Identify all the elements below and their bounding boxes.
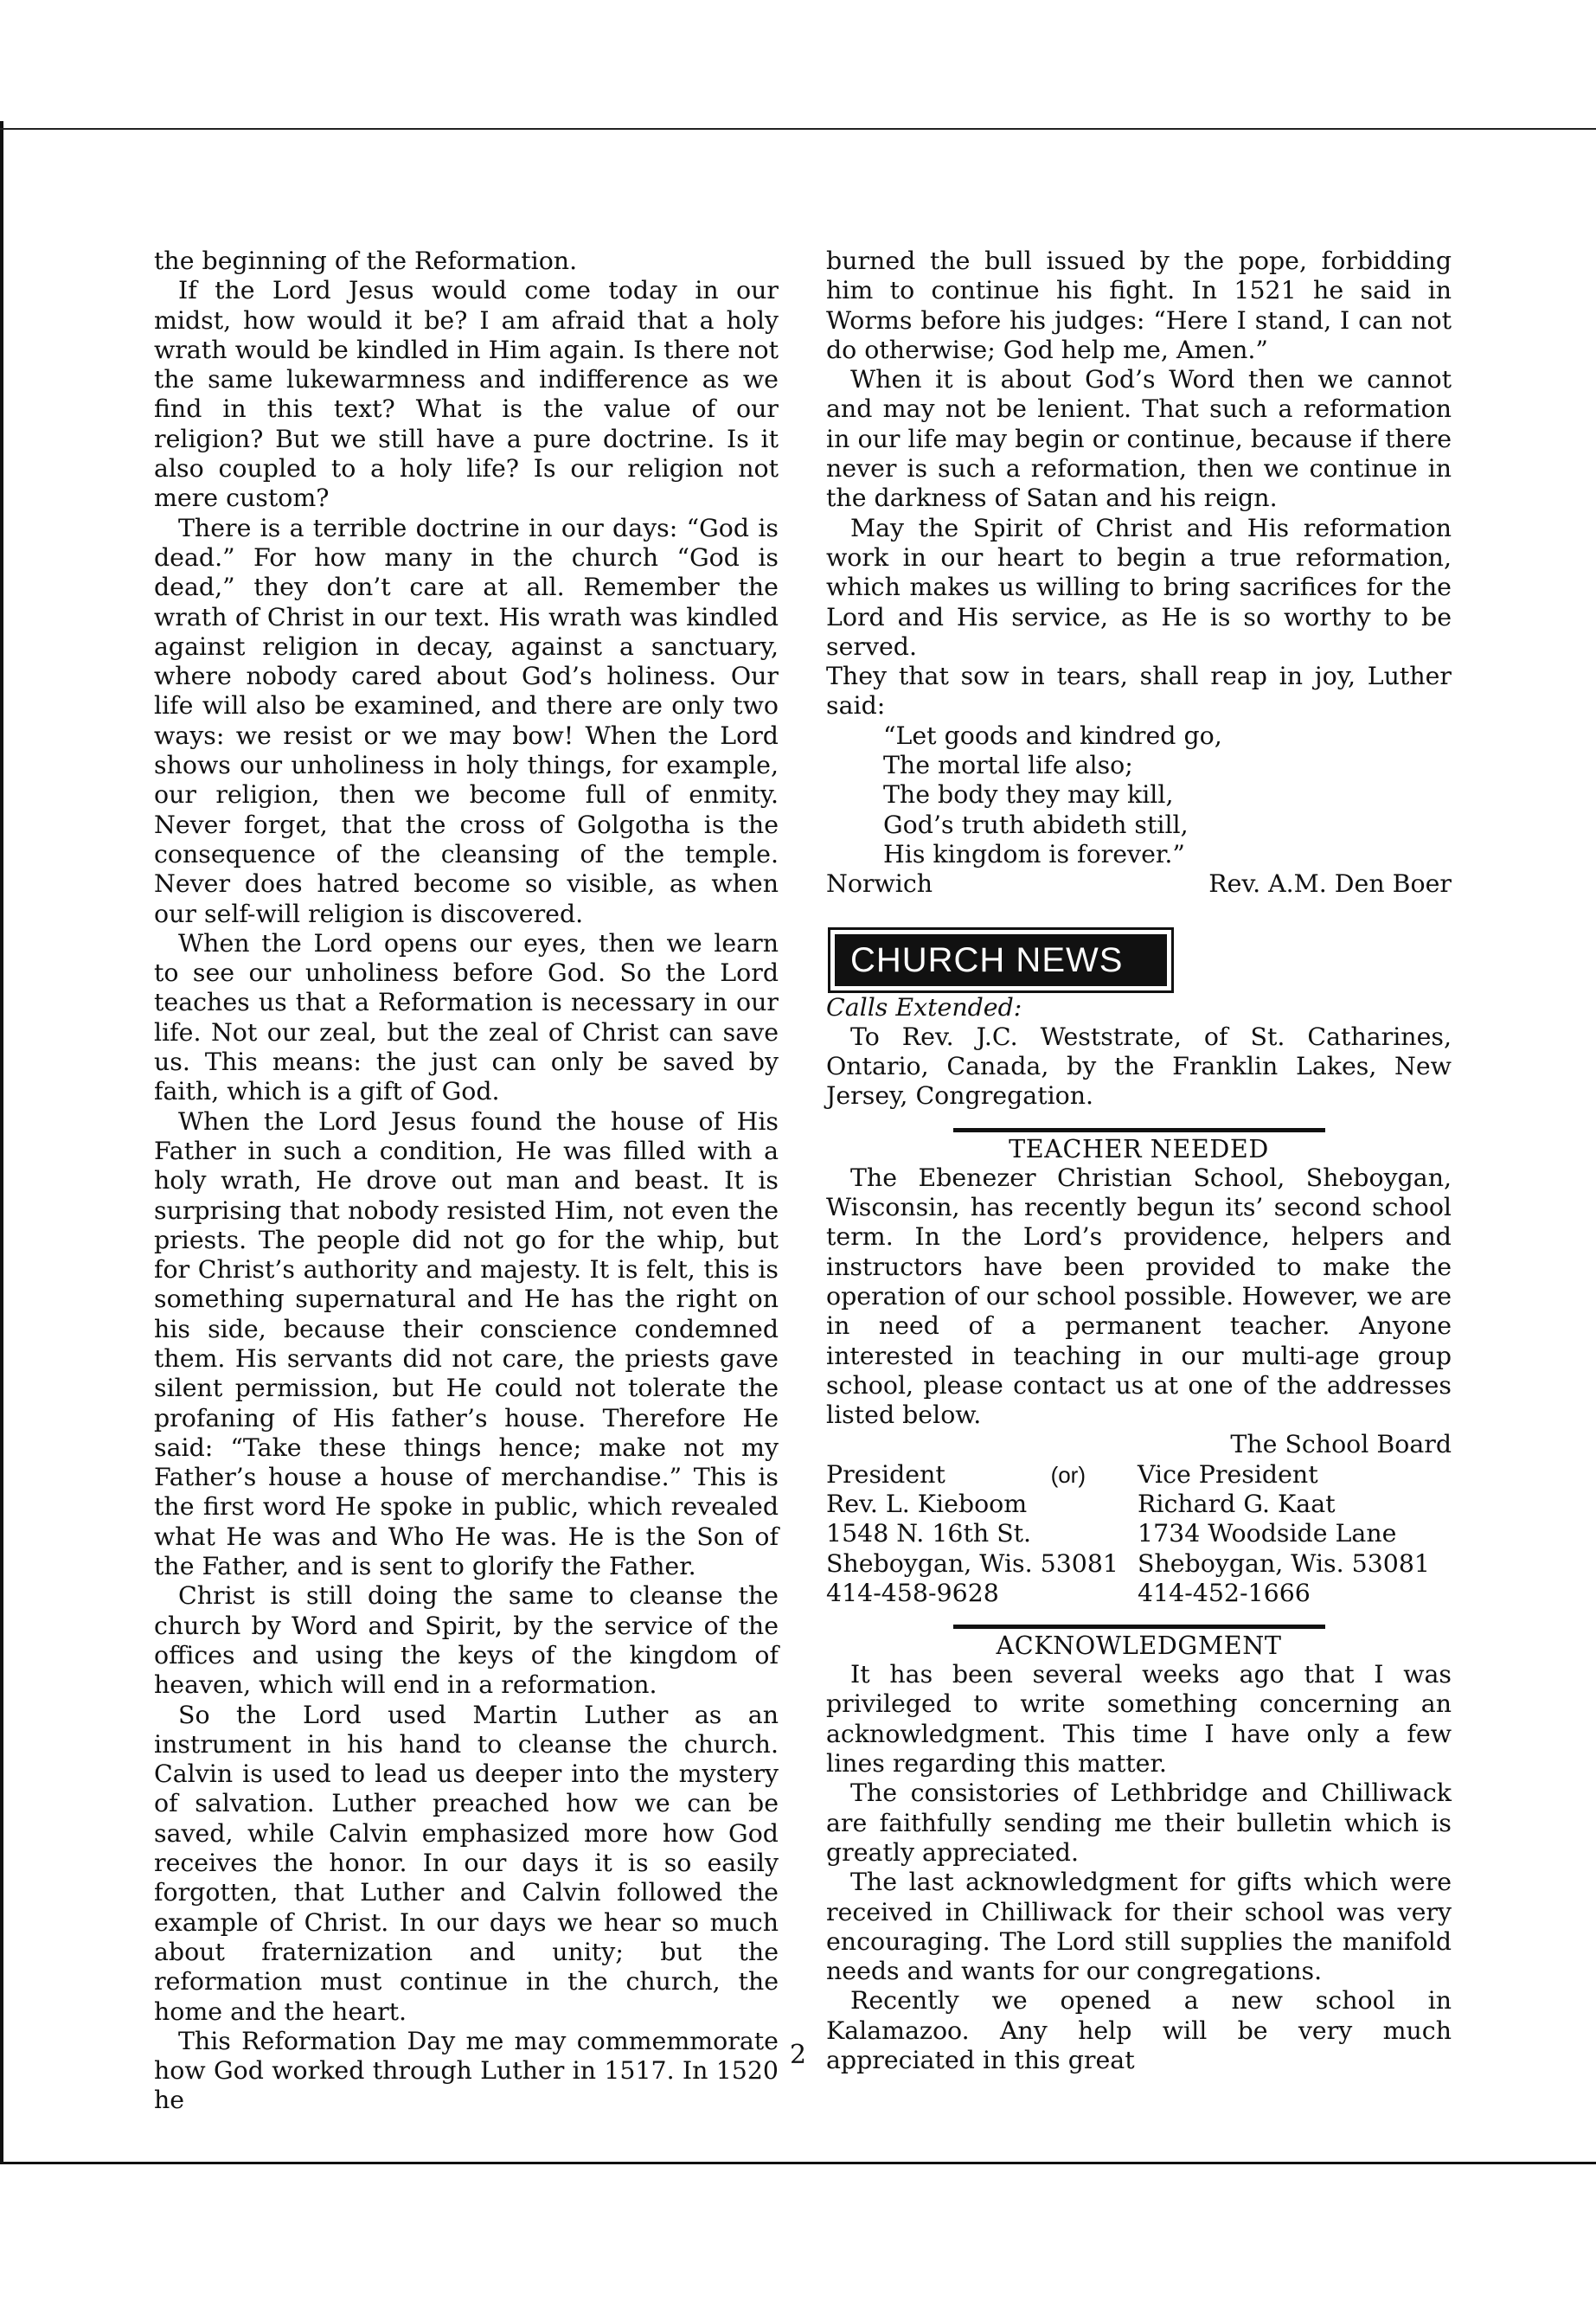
body-paragraph: burned the bull issued by the pope, forbidding him to continue his fight. In 1521 he said in Worms before his judges: “Here I stand, I can not do otherwise; God help me, Amen.” bbox=[826, 247, 1452, 364]
poem-line: God’s truth abideth still, bbox=[883, 810, 1189, 839]
body-paragraph: May the Spirit of Christ and His reformation work in our heart to begin a true reformation, which makes us willing to bring sacrifices for the Lord and His service, as He is so worthy to be served. bbox=[826, 513, 1452, 661]
address-line: Richard G. Kaat bbox=[1138, 1489, 1336, 1518]
right-column bbox=[826, 247, 1452, 2075]
section-divider bbox=[953, 1625, 1325, 1629]
president-contact bbox=[826, 1460, 1138, 1608]
church-news-title: CHURCH NEWS bbox=[835, 934, 1167, 986]
poem-line: His kingdom is forever.” bbox=[883, 839, 1185, 868]
page-top-rule bbox=[0, 128, 1596, 130]
calls-extended-text: To Rev. J.C. Weststrate, of St. Catharines, Ontario, Canada, by the Franklin Lakes, New Jersey, Congregation. bbox=[826, 1022, 1452, 1111]
poem-line: The mortal life also; bbox=[883, 751, 1133, 780]
address-line: Sheboygan, Wis. 53081 bbox=[826, 1548, 1118, 1578]
body-paragraph: If the Lord Jesus would come today in our midst, how would it be? I am afraid that a holy wrath would be kindled in Him again. Is there not the same lukewarmness and indifference as we find in this text? What is the value of our religion? But we still have a pure doctrine. Is it also coupled to a holy life? Is our religion not mere custom? bbox=[154, 276, 779, 513]
luther-poem bbox=[883, 721, 1452, 869]
acknowledgment-paragraph: The consistories of Lethbridge and Chilliwack are faithfully sending me their bulletin which is greatly appreciated. bbox=[826, 1779, 1452, 1867]
acknowledgment-paragraph: Recently we opened a new school in Kalamazoo. Any help will be very much appreciated in this great bbox=[826, 1986, 1452, 2075]
calls-extended-label: Calls Extended: bbox=[826, 992, 1022, 1022]
body-paragraph: When the Lord opens our eyes, then we learn to see our unholiness before God. So the Lord teaches us that a Reformation is necessary in our life. Not our zeal, but the zeal of Christ can save us. This means: the just can only be saved by faith, which is a gift of God. bbox=[154, 928, 779, 1106]
body-paragraph: This Reformation Day me may commemmorate how God worked through Luther in 1517. In 1520 he bbox=[154, 2026, 779, 2115]
poem-line: The body they may kill, bbox=[883, 780, 1174, 810]
signature-place: Norwich bbox=[826, 869, 933, 899]
article-signature bbox=[826, 869, 1452, 899]
body-paragraph: They that sow in tears, shall reap in joy, Luther said: bbox=[826, 662, 1452, 721]
poem-line: “Let goods and kindred go, bbox=[883, 721, 1222, 750]
body-paragraph: Christ is still doing the same to cleanse the church by Word and Spirit, by the service of the offices and using the keys of the kingdom of heaven, which will end in a reformation. bbox=[154, 1581, 779, 1700]
page-bottom-rule bbox=[0, 2162, 1596, 2164]
president-title: President bbox=[826, 1459, 945, 1489]
vice-president-title: Vice President bbox=[1138, 1459, 1318, 1489]
vice-president-contact bbox=[1138, 1460, 1452, 1608]
acknowledgment-heading: ACKNOWLEDGMENT bbox=[996, 1631, 1282, 1661]
church-news-banner bbox=[828, 927, 1174, 993]
body-paragraph: the beginning of the Reformation. bbox=[154, 247, 578, 275]
body-paragraph: When it is about God’s Word then we cannot and may not be lenient. That such a reformation in our life may begin or continue, because if there never is such a reformation, then we continue in the darkness of Satan and his reign. bbox=[826, 365, 1452, 513]
body-paragraph: When the Lord Jesus found the house of His Father in such a condition, He was filled with a holy wrath, He drove out man and beast. It is surprising that nobody resisted Him, not even the priests. The people did not go for the whip, but for Christ’s authority and majesty. It is felt, this is something supernatural and He has the right on his side, because their conscience condemned them. His servants did not care, the priests gave silent permission, but He could not tolerate the profaning of His father’s house. Therefore He said: “Take these things hence; make not my Father’s house a house of merchandise.” This is the first word He spoke in public, which revealed what He was and Who He was. He is the Son of the Father, and is sent to glorify the Father. bbox=[154, 1106, 779, 1581]
school-board-signature: The School Board bbox=[1230, 1430, 1452, 1459]
address-line: 1548 N. 16th St. bbox=[826, 1519, 1032, 1548]
left-column bbox=[154, 247, 779, 2116]
phone-number: 414-452-1666 bbox=[1138, 1578, 1311, 1607]
page-number: 2 bbox=[789, 2040, 807, 2070]
body-paragraph: There is a terrible doctrine in our days: “God is dead.” For how many in the church “God is dead,” they don’t care at all. Remember the wrath of Christ in our text. His wrath was kindled against religion in decay, against a sanctuary, where nobody cared about God’s holiness. Our life will also be examined, and there are only two ways: we resist or we may bow! When the Lord shows our unholiness in holy things, for example, our religion, then we become full of enmity. Never forget, that the cross of Golgotha is the consequence of the cleansing of the temple. Never does hatred become so visible, as when our self-will religion is discovered. bbox=[154, 513, 779, 928]
or-label: (or) bbox=[1050, 1461, 1086, 1488]
address-line: 1734 Woodside Lane bbox=[1138, 1519, 1397, 1548]
acknowledgment-paragraph: It has been several weeks ago that I was privileged to write something concerning an acknowledgment. This time I have only a few lines regarding this matter. bbox=[826, 1660, 1452, 1779]
acknowledgment-paragraph: The last acknowledgment for gifts which were received in Chilliwack for their school was very encouraging. The Lord still supplies the manifold needs and wants for our congregations. bbox=[826, 1868, 1452, 1986]
section-divider bbox=[953, 1128, 1325, 1132]
address-line: Sheboygan, Wis. 53081 bbox=[1138, 1548, 1430, 1578]
phone-number: 414-458-9628 bbox=[826, 1578, 999, 1607]
page-edge bbox=[0, 121, 3, 2163]
signature-author: Rev. A.M. Den Boer bbox=[1208, 869, 1452, 899]
teacher-needed-heading: TEACHER NEEDED bbox=[1009, 1133, 1269, 1163]
address-line: Rev. L. Kieboom bbox=[826, 1489, 1028, 1518]
body-paragraph: So the Lord used Martin Luther as an instrument in his hand to cleanse the church. Calvin is used to lead us deeper into the mystery of salvation. Luther preached how we can be saved, while Calvin emphasized more how God receives the honor. In our days it is so easily forgotten, that Luther and Calvin followed the example of Christ. In our days we hear so much about fraternization and unity; but the reformation must continue in the church, the home and the heart. bbox=[154, 1700, 779, 2026]
teacher-needed-text: The Ebenezer Christian School, Sheboygan, Wisconsin, has recently begun its’ second school term. In the Lord’s providence, helpers and instructors have been provided to make the operation of our school possible. However, we are in need of a permanent teacher. Anyone interested in teaching in our multi-age group school, please contact us at one of the addresses listed below. bbox=[826, 1163, 1452, 1430]
contact-addresses bbox=[826, 1460, 1452, 1608]
